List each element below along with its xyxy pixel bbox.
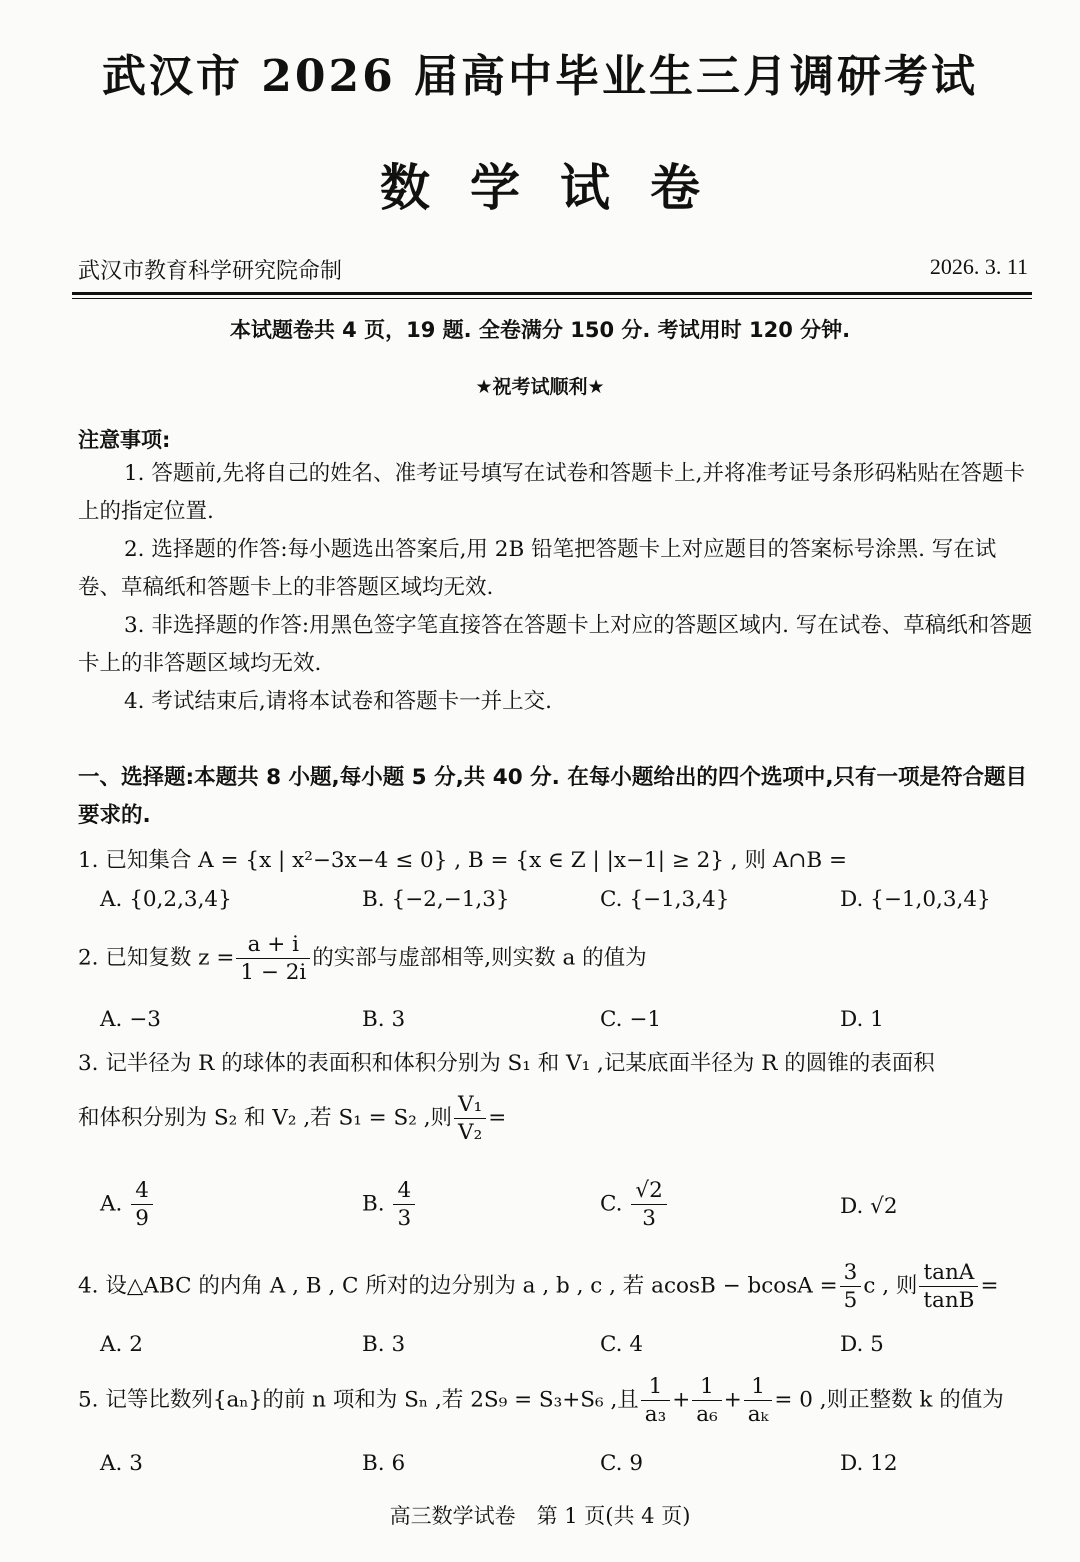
notice-title: 注意事项:	[78, 428, 171, 452]
option-b: B. $\frac{4}{3}$	[362, 1178, 417, 1231]
fraction: $\frac{1}{\text{a₃}}$	[641, 1374, 670, 1427]
fraction: $\frac{a + i}{1 - 2i}$	[236, 932, 310, 985]
option-d: D. {−1,0,3,4}	[840, 887, 991, 912]
question-3-line1: 3. 记半径为 R 的球体的表面积和体积分别为 S₁ 和 V₁ ,记某底面半径为 R 的圆锥的表面积	[78, 1051, 935, 1076]
option-a: A. $\frac{4}{9}$	[100, 1178, 155, 1231]
exam-date: 2026. 3. 11	[929, 254, 1028, 279]
fraction: $\frac{1}{\text{aₖ}}$	[744, 1374, 773, 1427]
option-d: D. 12	[840, 1451, 898, 1476]
section-heading: 一、选择题:本题共 8 小题,每小题 5 分,共 40 分. 在每小题给出的四个选项中,只有一项是符合题目要求的.	[78, 765, 1028, 828]
option-b: B. 6	[362, 1451, 406, 1476]
option-d: D. 5	[840, 1332, 884, 1357]
question-3-line2: 和体积分别为 S₂ 和 V₂ ,若 S₁ = S₂ ,则 $\frac{\text{V₁}}{\text{V₂}}$ =	[78, 1092, 507, 1145]
question-2-stem: 2. 已知复数 z = $\frac{a + i}{1 - 2i}$ 的实部与虚部相等,则实数 a 的值为	[78, 932, 647, 985]
notice-item: 3. 非选择题的作答:用黑色签字笔直接答在答题卡上对应的答题区域内. 写在试卷、草稿纸和答题卡上的非答题区域均无效.	[78, 613, 1033, 676]
option-c: C. −1	[600, 1007, 662, 1032]
option-a: A. −3	[100, 1007, 161, 1032]
notice-item: 2. 选择题的作答:每小题选出答案后,用 2B 铅笔把答题卡上对应题目的答案标号涂黑. 写在试卷、草稿纸和答题卡上的非答题区域均无效.	[78, 537, 997, 600]
option-b: B. 3	[362, 1332, 406, 1357]
option-d: D. √2	[840, 1194, 898, 1219]
question-1-stem: 1. 已知集合 A = {x | x²−3x−4 ≤ 0} , B = {x ∈ Z | |x−1| ≥ 2} , 则 A∩B =	[78, 848, 848, 873]
fraction: $\frac{\tan A}{\tan B}$	[919, 1260, 978, 1313]
paper-title: 数学试卷	[380, 158, 740, 217]
info-line: 本试题卷共 4 页，19 题. 全卷满分 150 分. 考试用时 120 分钟.	[229, 318, 851, 342]
issuer: 武汉市教育科学研究院命制	[78, 259, 343, 284]
header-rule-thick	[72, 292, 1032, 295]
exam-title: 武汉市 2026 届高中毕业生三月调研考试	[101, 51, 979, 102]
option-d: D. 1	[840, 1007, 884, 1032]
option-c: C. {−1,3,4}	[600, 887, 730, 912]
option-c: C. 4	[600, 1332, 644, 1357]
option-b: B. {−2,−1,3}	[362, 887, 510, 912]
fraction: $\frac{1}{\text{a₆}}$	[692, 1374, 721, 1427]
fraction: $\frac{3}{5}$	[840, 1260, 862, 1313]
notice-item: 1. 答题前,先将自己的姓名、准考证号填写在试卷和答题卡上,并将准考证号条形码粘贴在答题卡上的指定位置.	[78, 461, 1026, 524]
option-a: A. 3	[100, 1451, 143, 1476]
option-c: C. 9	[600, 1451, 644, 1476]
option-b: B. 3	[362, 1007, 406, 1032]
question-5-stem: 5. 记等比数列{aₙ}的前 n 项和为 Sₙ ,若 2S₉ = S₃+S₆ ,且 $\frac{1}{\text{a₃}}$ + $\frac{1}{\text{a₆}}$ + $\frac{1}{\text{aₖ}}$ = 0 ,则正整数 k 的值为	[78, 1374, 1004, 1427]
option-c: C. $\frac{√2}{3}$	[600, 1178, 669, 1231]
header-rule-thin	[72, 298, 1032, 299]
question-4-stem: 4. 设△ABC 的内角 A , B , C 所对的边分别为 a , b , c , 若 acosB − bcosA = $\frac{3}{5}$ c , 则 $\frac{\tan A}{\tan B}$ =	[78, 1260, 999, 1313]
page-footer: 高三数学试卷 第 1 页(共 4 页)	[389, 1504, 691, 1528]
option-a: A. {0,2,3,4}	[100, 887, 232, 912]
option-a: A. 2	[100, 1332, 143, 1357]
notice-item: 4. 考试结束后,请将本试卷和答题卡一并上交.	[124, 689, 553, 714]
fraction: $\frac{\text{V₁}}{\text{V₂}}$	[454, 1092, 486, 1145]
blessing: ★祝考试顺利★	[475, 376, 605, 398]
